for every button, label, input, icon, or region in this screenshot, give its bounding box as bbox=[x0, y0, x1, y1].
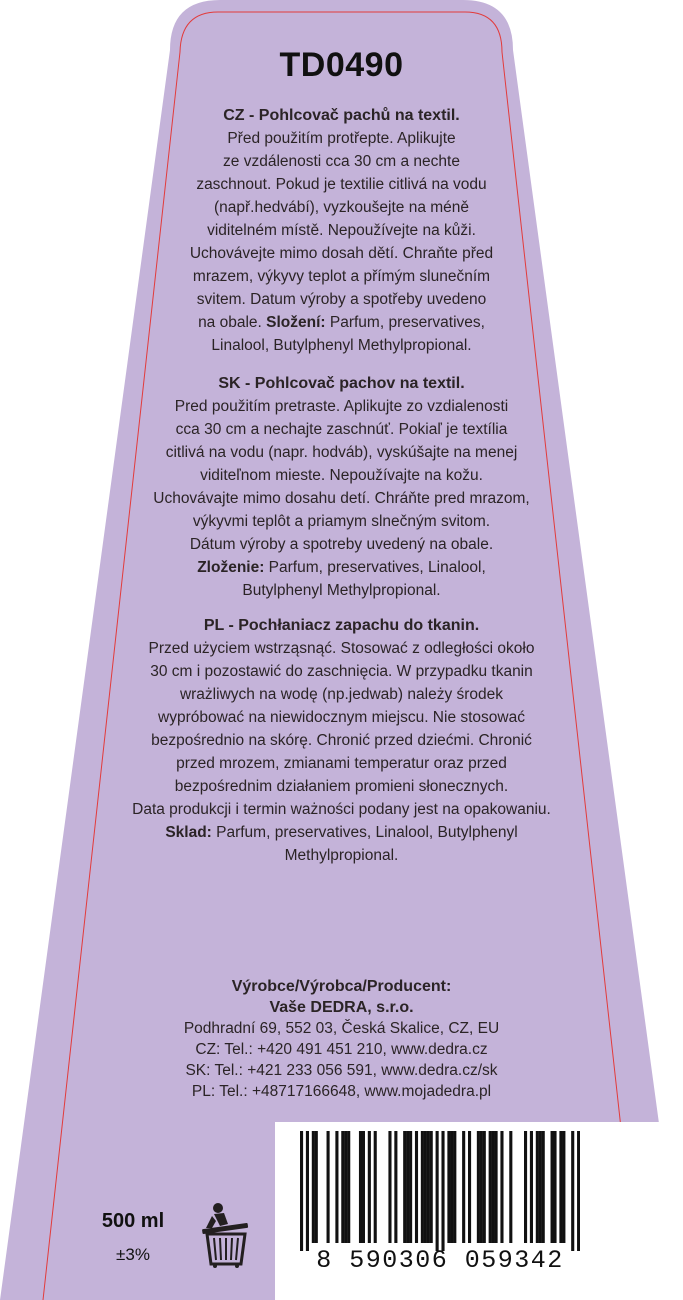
cz-section bbox=[170, 104, 513, 357]
barcode-bar bbox=[344, 1131, 347, 1243]
cz-comp-label: Složení: bbox=[266, 314, 326, 331]
barcode-bar bbox=[559, 1131, 562, 1243]
barcode-bar bbox=[489, 1131, 492, 1243]
cz-comp-text: Parfum, preservatives, bbox=[325, 314, 485, 331]
barcode-bar bbox=[341, 1131, 344, 1243]
barcode-bar bbox=[450, 1131, 453, 1243]
barcode-bar bbox=[530, 1131, 533, 1243]
sk-heading: SK - Pohlcovač pachov na textil. bbox=[218, 375, 465, 392]
barcode-bar bbox=[403, 1131, 406, 1243]
cz-comp-last: Linalool, Butylphenyl Methylpropional. bbox=[211, 337, 472, 354]
barcode-bar bbox=[368, 1131, 371, 1243]
cz-line: ze vzdálenosti cca 30 cm a nechte bbox=[223, 153, 460, 170]
barcode-bar bbox=[315, 1131, 318, 1243]
barcode-bar bbox=[427, 1131, 430, 1243]
barcode-bar bbox=[327, 1131, 330, 1243]
barcode-bar bbox=[453, 1131, 456, 1243]
barcode-bar bbox=[409, 1131, 412, 1243]
barcode-bar bbox=[347, 1131, 350, 1243]
sk-line: cca 30 cm a nechajte zaschnúť. Pokiaľ je textília bbox=[175, 421, 508, 438]
barcode-bar bbox=[492, 1131, 495, 1243]
barcode-bar bbox=[495, 1131, 498, 1243]
cz-heading: CZ - Pohlcovač pachů na textil. bbox=[223, 107, 460, 124]
pl-comp-label: Sklad: bbox=[165, 824, 212, 841]
barcode-bar bbox=[441, 1131, 444, 1251]
sk-composition bbox=[130, 556, 553, 579]
sk-comp-last: Butylphenyl Methylpropional. bbox=[242, 582, 441, 599]
barcode-bar bbox=[524, 1131, 527, 1243]
cz-line: viditelném místě. Nepoužívejte na kůži. bbox=[207, 222, 476, 239]
pl-line: przed mrozem, zmianami temperatur oraz przed bbox=[176, 755, 507, 772]
sk-comp-text: Parfum, preservatives, Linalool, bbox=[264, 559, 486, 576]
barcode-bar bbox=[374, 1131, 377, 1243]
cz-comp-prefix: na obale. bbox=[198, 314, 267, 331]
barcode-bar bbox=[394, 1131, 397, 1243]
barcode-bar bbox=[509, 1131, 512, 1243]
barcode-bar bbox=[430, 1131, 433, 1243]
sk-section bbox=[130, 372, 553, 602]
barcode-bar bbox=[542, 1131, 545, 1243]
producer-address: Podhradní 69, 552 03, Česká Skalice, CZ, EU bbox=[183, 1020, 500, 1037]
sk-line: citlivá na vodu (napr. hodváb), vyskúšajte na menej bbox=[165, 444, 518, 461]
producer-sk-contact: SK: Tel.: +421 233 056 591, www.dedra.cz/sk bbox=[185, 1062, 498, 1079]
producer-section bbox=[120, 976, 563, 1102]
barcode-bar bbox=[562, 1131, 565, 1243]
product-code: TD0490 bbox=[279, 46, 404, 84]
volume-tolerance: ±3% bbox=[116, 1245, 150, 1264]
barcode-bar bbox=[539, 1131, 542, 1243]
cz-line: zaschnout. Pokud je textilie citlivá na vodu bbox=[196, 176, 487, 193]
pl-line: bezpośrednio na skórę. Chronić przed dziećmi. Chronić bbox=[151, 732, 532, 749]
barcode-bar bbox=[571, 1131, 574, 1251]
barcode-bar bbox=[447, 1131, 450, 1243]
barcode-bar bbox=[362, 1131, 365, 1243]
barcode-bar bbox=[421, 1131, 424, 1243]
barcode-bar bbox=[335, 1131, 338, 1243]
barcode-bar bbox=[306, 1131, 309, 1251]
pl-line: 30 cm i pozostawić do zaschnięcia. W przypadku tkanin bbox=[150, 663, 533, 680]
sk-line: Pred použitím pretraste. Aplikujte zo vzdialenosti bbox=[174, 398, 509, 415]
producer-name: Vaše DEDRA, s.r.o. bbox=[269, 999, 414, 1016]
barcode-bar bbox=[436, 1131, 439, 1251]
barcode-bar bbox=[577, 1131, 580, 1251]
barcode-bar bbox=[406, 1131, 409, 1243]
barcode-bar bbox=[536, 1131, 539, 1243]
pl-comp-text: Parfum, preservatives, Linalool, Butylphenyl bbox=[211, 824, 518, 841]
cz-line: (např.hedvábí), vyzkoušejte na méně bbox=[213, 199, 470, 216]
sk-line: viditeľnom mieste. Nepoužívajte na kožu. bbox=[200, 467, 483, 484]
barcode-bar bbox=[462, 1131, 465, 1243]
barcode-bar bbox=[388, 1131, 391, 1243]
barcode-bar bbox=[415, 1131, 418, 1243]
barcode-bar bbox=[480, 1131, 483, 1243]
pl-section bbox=[110, 614, 573, 867]
sk-line: Uchovávajte mimo dosahu detí. Chráňte pred mrazom, bbox=[153, 490, 530, 507]
barcode-bar bbox=[551, 1131, 554, 1243]
pl-line: wrażliwych na wodę (np.jedwab) należy środek bbox=[179, 686, 504, 703]
barcode-bar bbox=[477, 1131, 480, 1243]
pl-line: Data produkcji i termin ważności podany jest na opakowaniu. bbox=[132, 801, 551, 818]
trash-bin-icon bbox=[198, 1202, 254, 1268]
pl-line: bezpośrednim działaniem promieni słonecznych. bbox=[174, 778, 509, 795]
barcode-bar bbox=[312, 1131, 315, 1243]
pl-line: Przed użyciem wstrząsnąć. Stosować z odległości około bbox=[148, 640, 535, 657]
pl-heading: PL - Pochłaniacz zapachu do tkanin. bbox=[203, 617, 480, 634]
barcode-bar bbox=[300, 1131, 303, 1251]
pl-comp-last: Methylpropional. bbox=[284, 847, 399, 864]
volume: 500 ml bbox=[101, 1210, 165, 1232]
cz-line: Před použitím protřepte. Aplikujte bbox=[227, 130, 456, 147]
producer-label: Výrobce/Výrobca/Producent: bbox=[231, 978, 452, 995]
producer-cz-contact: CZ: Tel.: +420 491 451 210, www.dedra.cz bbox=[195, 1041, 488, 1058]
barcode-bar bbox=[359, 1131, 362, 1243]
barcode-bar bbox=[500, 1131, 503, 1243]
barcode-bar bbox=[424, 1131, 427, 1243]
cz-line: mrazem, výkyvy teplot a přímým slunečním bbox=[192, 268, 491, 285]
barcode-area bbox=[275, 1122, 683, 1300]
barcode bbox=[300, 1131, 580, 1251]
sk-comp-label: Zloženie: bbox=[197, 559, 265, 576]
cz-line: svitem. Datum výroby a spotřeby uvedeno bbox=[196, 291, 487, 308]
cz-composition bbox=[170, 311, 513, 334]
cz-line: Uchovávejte mimo dosah dětí. Chraňte před bbox=[189, 245, 494, 262]
barcode-bar bbox=[553, 1131, 556, 1243]
pl-line: wypróbować na niewidocznym miejscu. Nie stosować bbox=[158, 709, 525, 726]
pl-composition bbox=[110, 821, 573, 844]
sk-line: výkyvmi teplôt a priamym slnečným svitom. bbox=[192, 513, 491, 530]
barcode-bar bbox=[468, 1131, 471, 1243]
barcode-bar bbox=[483, 1131, 486, 1243]
producer-pl-contact: PL: Tel.: +48717166648, www.mojadedra.pl bbox=[191, 1083, 492, 1100]
barcode-digits: 8 590306 059342 bbox=[316, 1246, 564, 1275]
sk-line: Dátum výroby a spotreby uvedený na obale. bbox=[189, 536, 494, 553]
